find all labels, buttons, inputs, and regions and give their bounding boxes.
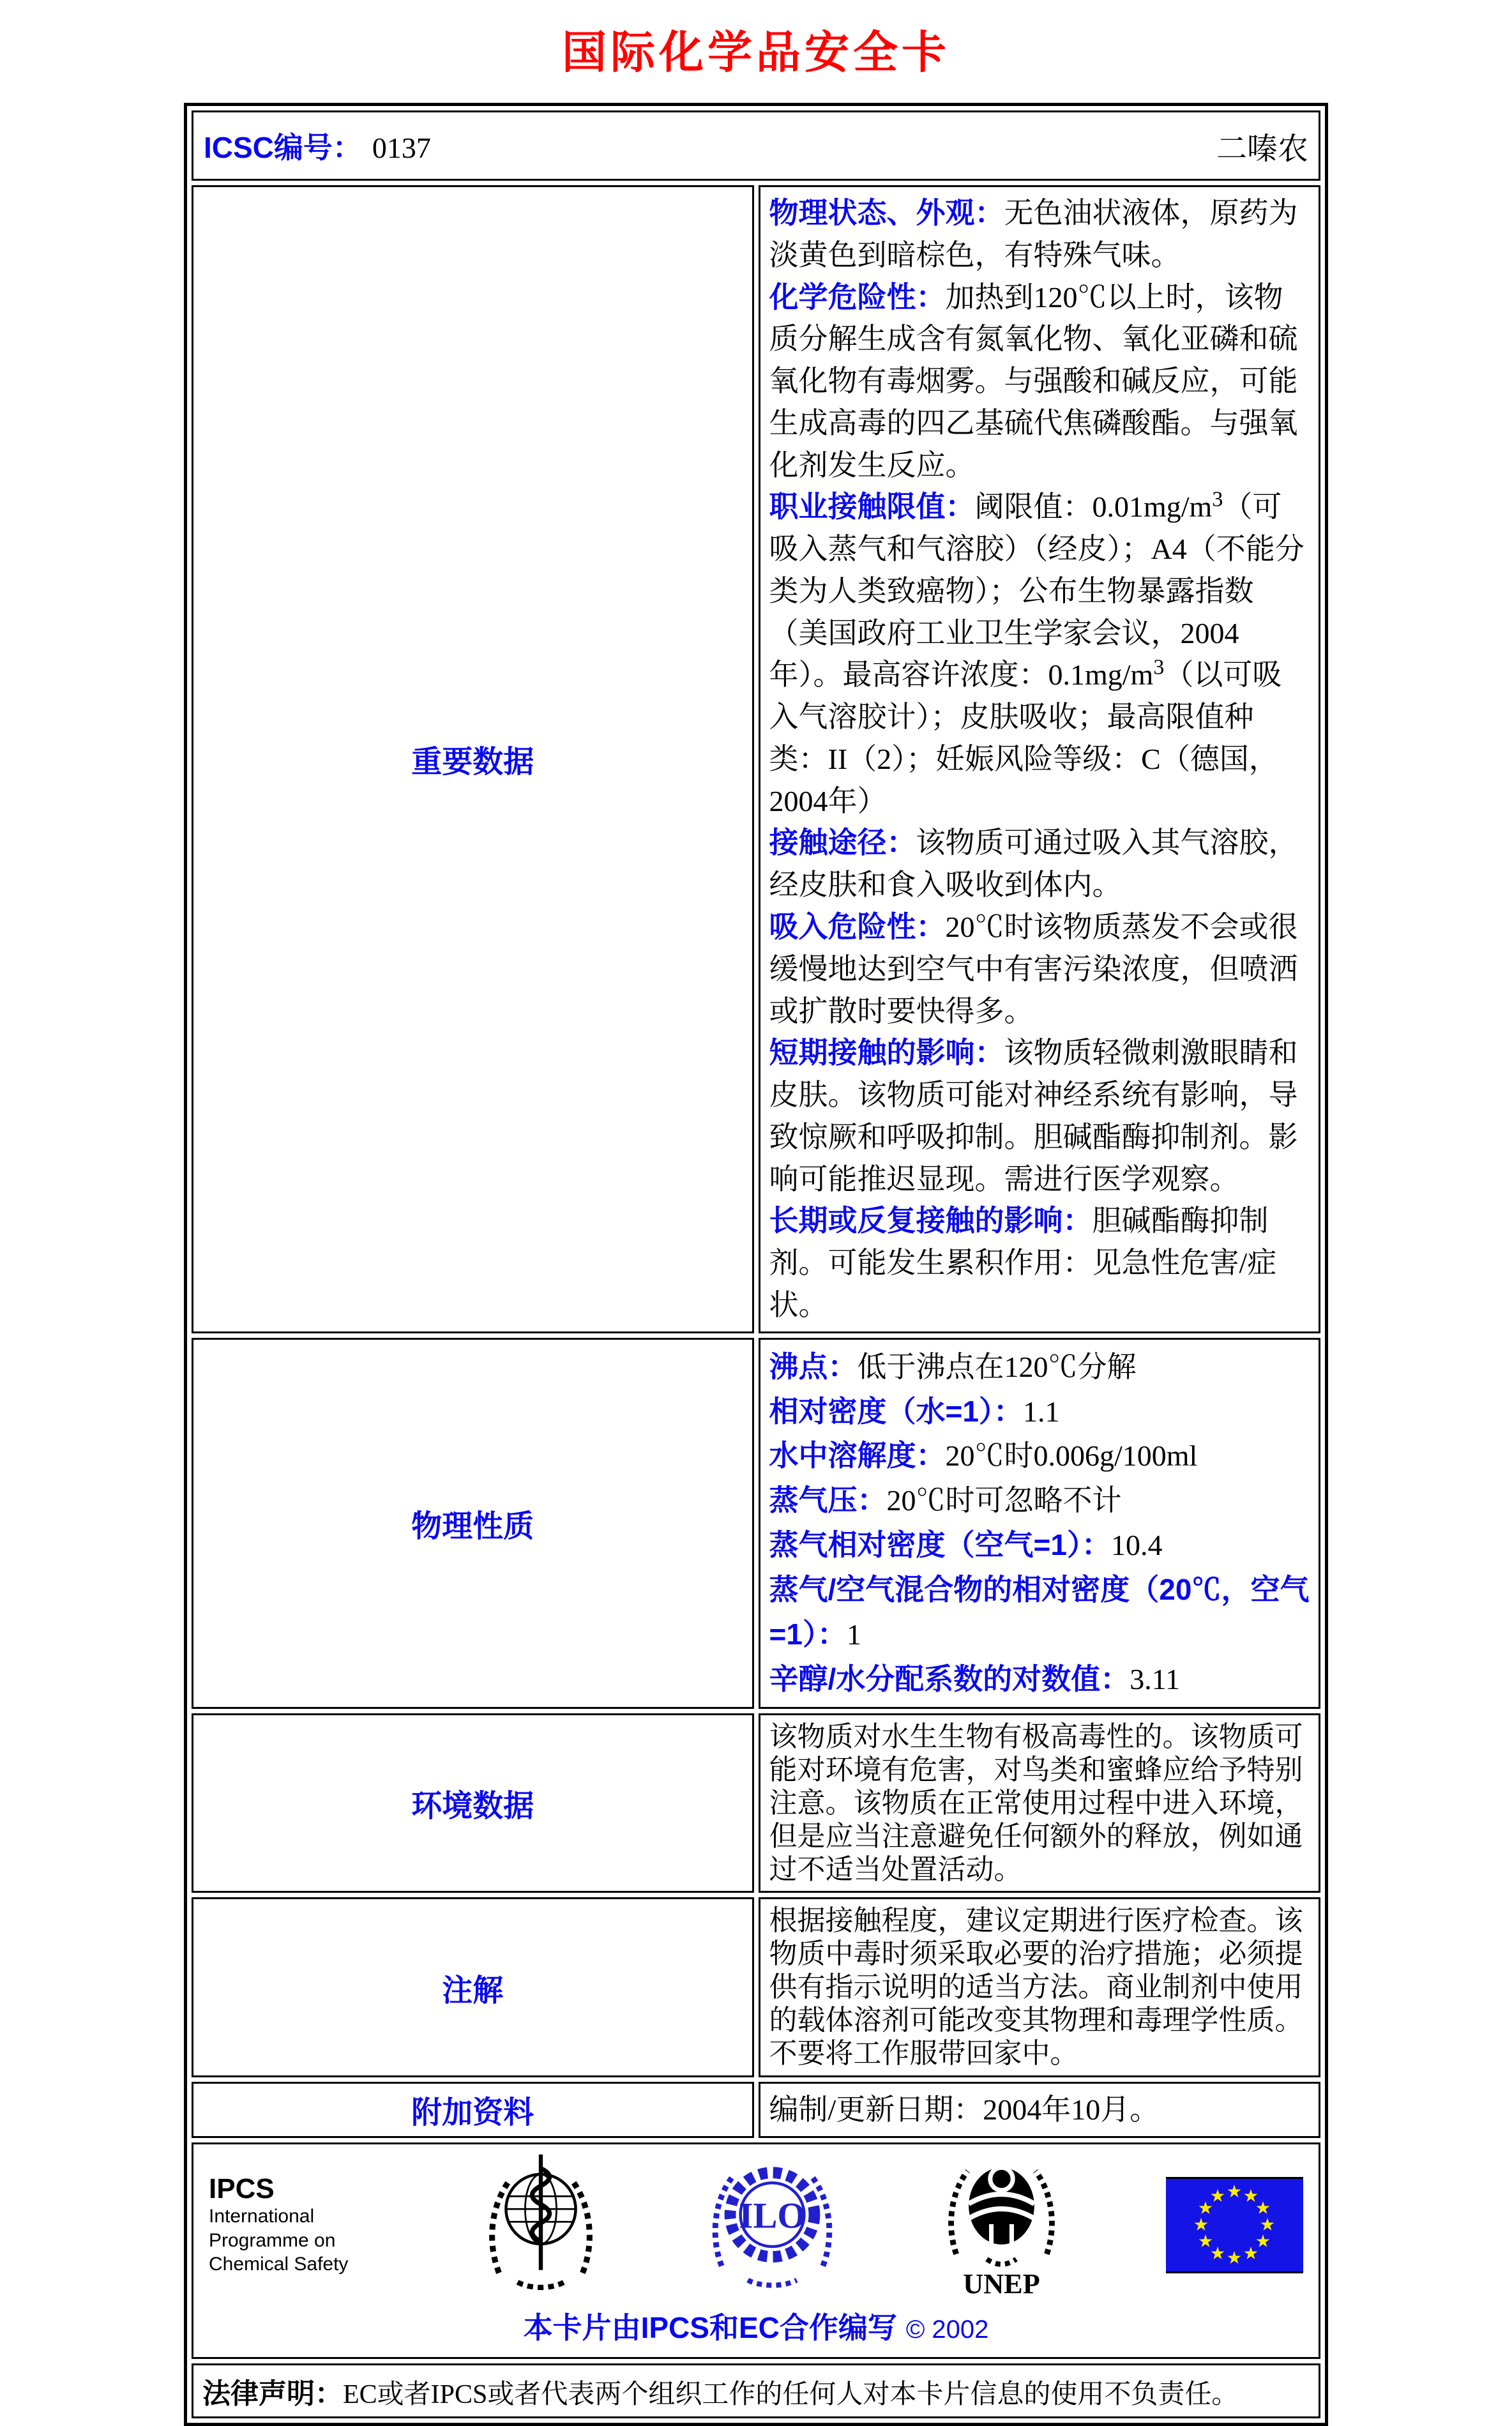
octanol-water-coefficient-label: 辛醇/水分配系数的对数值： — [769, 1662, 1130, 1696]
physical-properties-row-label: 物理性质 — [192, 1338, 754, 1709]
exposure-routes-label: 接触途径： — [769, 826, 916, 860]
notes-row — [192, 1897, 1320, 2077]
icsc-number-label: ICSC编号： — [204, 131, 362, 164]
environmental-data-content — [759, 1713, 1321, 1893]
important-data-row-label: 重要数据 — [192, 185, 754, 1333]
long-term-effects-entry — [769, 1200, 1310, 1326]
relative-density-entry — [769, 1390, 1310, 1434]
additional-info-row — [192, 2082, 1320, 2138]
notes-content — [759, 1897, 1321, 2077]
notes-text: 根据接触程度，建议定期进行医疗检查。该物质中毒时须采取必要的治疗措施；必须提供有指示说明的适当方法。商业制剂中使用的载体溶剂可能改变其物理和毒理学性质。不要将工作服带回家中。 — [769, 1905, 1303, 2070]
water-solubility-entry — [769, 1434, 1310, 1478]
footer-caption — [205, 2305, 1307, 2347]
octanol-water-coefficient-value: 3.11 — [1130, 1663, 1181, 1696]
additional-info-row-label: 附加资料 — [192, 2082, 754, 2138]
unep-logo-text: UNEP — [963, 2268, 1040, 2298]
boiling-point-entry — [769, 1345, 1310, 1390]
vapor-density-label: 蒸气相对密度（空气=1）： — [769, 1528, 1111, 1562]
ipcs-text-block — [209, 2174, 375, 2277]
exposure-routes-text: 该物质可通过吸入其气溶胶，经皮肤和食入吸收到体内。 — [769, 826, 1298, 902]
relative-density-label: 相对密度（水=1）： — [769, 1394, 1023, 1428]
physical-state-entry — [769, 192, 1310, 277]
eu-flag-icon — [1166, 2177, 1303, 2273]
boiling-point-value: 低于沸点在120℃分解 — [857, 1350, 1137, 1383]
inhalation-risk-entry — [769, 906, 1310, 1032]
occupational-exposure-entry — [769, 486, 1310, 822]
ipcs-line-1: International — [209, 2206, 315, 2227]
chemical-name: 二嗪农 — [1216, 132, 1308, 166]
physical-properties-row — [192, 1338, 1320, 1709]
inhalation-risk-text: 20℃时该物质蒸发不会或很缓慢地达到空气中有害污染浓度，但喷洒或扩散时要快得多。 — [769, 911, 1298, 1027]
logos-row — [192, 2142, 1320, 2359]
oel-text-3: （以可吸入气溶胶计）；皮肤吸收；最高限值种类：II（2）；妊娠风险等级：C（德国，2004年） — [769, 658, 1282, 817]
vapor-density-entry — [769, 1523, 1310, 1568]
header-row — [192, 110, 1320, 181]
ilo-logo-icon — [707, 2155, 838, 2295]
who-logo-icon — [477, 2150, 605, 2300]
vapor-density-value: 10.4 — [1110, 1529, 1163, 1562]
important-data-content — [759, 185, 1321, 1333]
physical-properties-content — [759, 1338, 1321, 1709]
water-solubility-value: 20℃时0.006g/100ml — [945, 1439, 1198, 1473]
exposure-routes-entry — [769, 822, 1310, 906]
vapor-air-mixture-density-entry — [769, 1568, 1310, 1657]
environmental-data-row-label: 环境数据 — [192, 1713, 754, 1893]
icsc-card-table — [184, 103, 1328, 2426]
water-solubility-label: 水中溶解度： — [769, 1439, 946, 1473]
short-term-effects-label: 短期接触的影响： — [769, 1036, 1004, 1070]
octanol-water-coefficient-entry — [769, 1657, 1310, 1702]
vapor-air-mixture-density-value: 1 — [846, 1618, 861, 1651]
ilo-logo-text: ILO — [738, 2195, 806, 2236]
superscript-3: 3 — [1212, 488, 1223, 512]
ipcs-line-3: Chemical Safety — [209, 2254, 349, 2275]
page-title: 国际化学品安全卡 — [562, 29, 950, 78]
physical-state-label: 物理状态、外观： — [769, 196, 1004, 229]
ipcs-acronym: IPCS — [209, 2172, 275, 2204]
chemical-danger-label: 化学危险性： — [769, 280, 946, 314]
vapor-air-mixture-density-label: 蒸气/空气混合物的相对密度（20℃，空气=1）： — [769, 1573, 1310, 1651]
notes-row-label: 注解 — [192, 1897, 754, 2077]
icsc-document — [0, 17, 1512, 2426]
short-term-effects-text: 该物质轻微刺激眼睛和皮肤。该物质可能对神经系统有影响，导致惊厥和呼吸抑制。胆碱酯酶抑制剂。影响可能推迟显现。需进行医学观察。 — [769, 1036, 1298, 1195]
ipcs-line-2: Programme on — [209, 2229, 336, 2251]
environmental-data-row — [192, 1713, 1320, 1893]
occupational-exposure-label: 职业接触限值： — [769, 490, 975, 524]
vapor-pressure-entry — [769, 1478, 1310, 1523]
oel-text-1: 阈限值：0.01mg/m — [974, 490, 1213, 524]
boiling-point-label: 沸点： — [769, 1349, 858, 1383]
chemical-danger-entry — [769, 277, 1310, 487]
important-data-row — [192, 185, 1320, 1333]
vapor-pressure-value: 20℃时可忽略不计 — [886, 1484, 1122, 1517]
additional-info-content — [759, 2082, 1321, 2138]
oel-text-2: （可吸入蒸气和气溶胶）（经皮）；A4（不能分类为人类致癌物）；公布生物暴露指数（美国政府工业卫生学家会议，2004年）。最高容许浓度：0.1mg/m — [769, 490, 1304, 692]
legal-notice-label: 法律声明： — [202, 2377, 343, 2409]
unep-logo-icon — [939, 2149, 1064, 2301]
icsc-number-value: 0137 — [372, 132, 431, 164]
long-term-effects-text: 胆碱酯酶抑制剂。可能发生累积作用：见急性危害/症状。 — [769, 1204, 1277, 1321]
superscript-3: 3 — [1153, 656, 1165, 680]
environmental-data-text: 该物质对水生生物有极高毒性的。该物质可能对环境有危害，对鸟类和蜜蜂应给予特别注意。该物质在正常使用过程中进入环境，但是应当注意避免任何额外的释放，例如通过不适当处置活动。 — [769, 1720, 1303, 1885]
physical-state-text: 无色油状液体，原药为淡黄色到暗棕色，有特殊气味。 — [769, 197, 1298, 271]
footer-caption-text: 本卡片由IPCS和EC合作编写 — [523, 2310, 897, 2344]
long-term-effects-label: 长期或反复接触的影响： — [769, 1204, 1092, 1238]
chemical-danger-text: 加热到120℃以上时，该物质分解生成含有氮氧化物、氧化亚磷和硫氧化物有毒烟雾。与强酸和碱反应，可能生成高毒的四乙基硫代焦磷酸酯。与强氧化剂发生反应。 — [769, 280, 1298, 481]
inhalation-risk-label: 吸入危险性： — [769, 910, 946, 944]
short-term-effects-entry — [769, 1032, 1310, 1200]
additional-info-text: 编制/更新日期：2004年10月。 — [769, 2093, 1160, 2126]
vapor-pressure-label: 蒸气压： — [769, 1483, 887, 1517]
legal-row — [192, 2363, 1320, 2418]
copyright-text: © 2002 — [905, 2315, 989, 2344]
legal-notice-text: EC或者IPCS或者代表两个组织工作的任何人对本卡片信息的使用不负责任。 — [343, 2379, 1239, 2409]
relative-density-value: 1.1 — [1022, 1395, 1060, 1428]
